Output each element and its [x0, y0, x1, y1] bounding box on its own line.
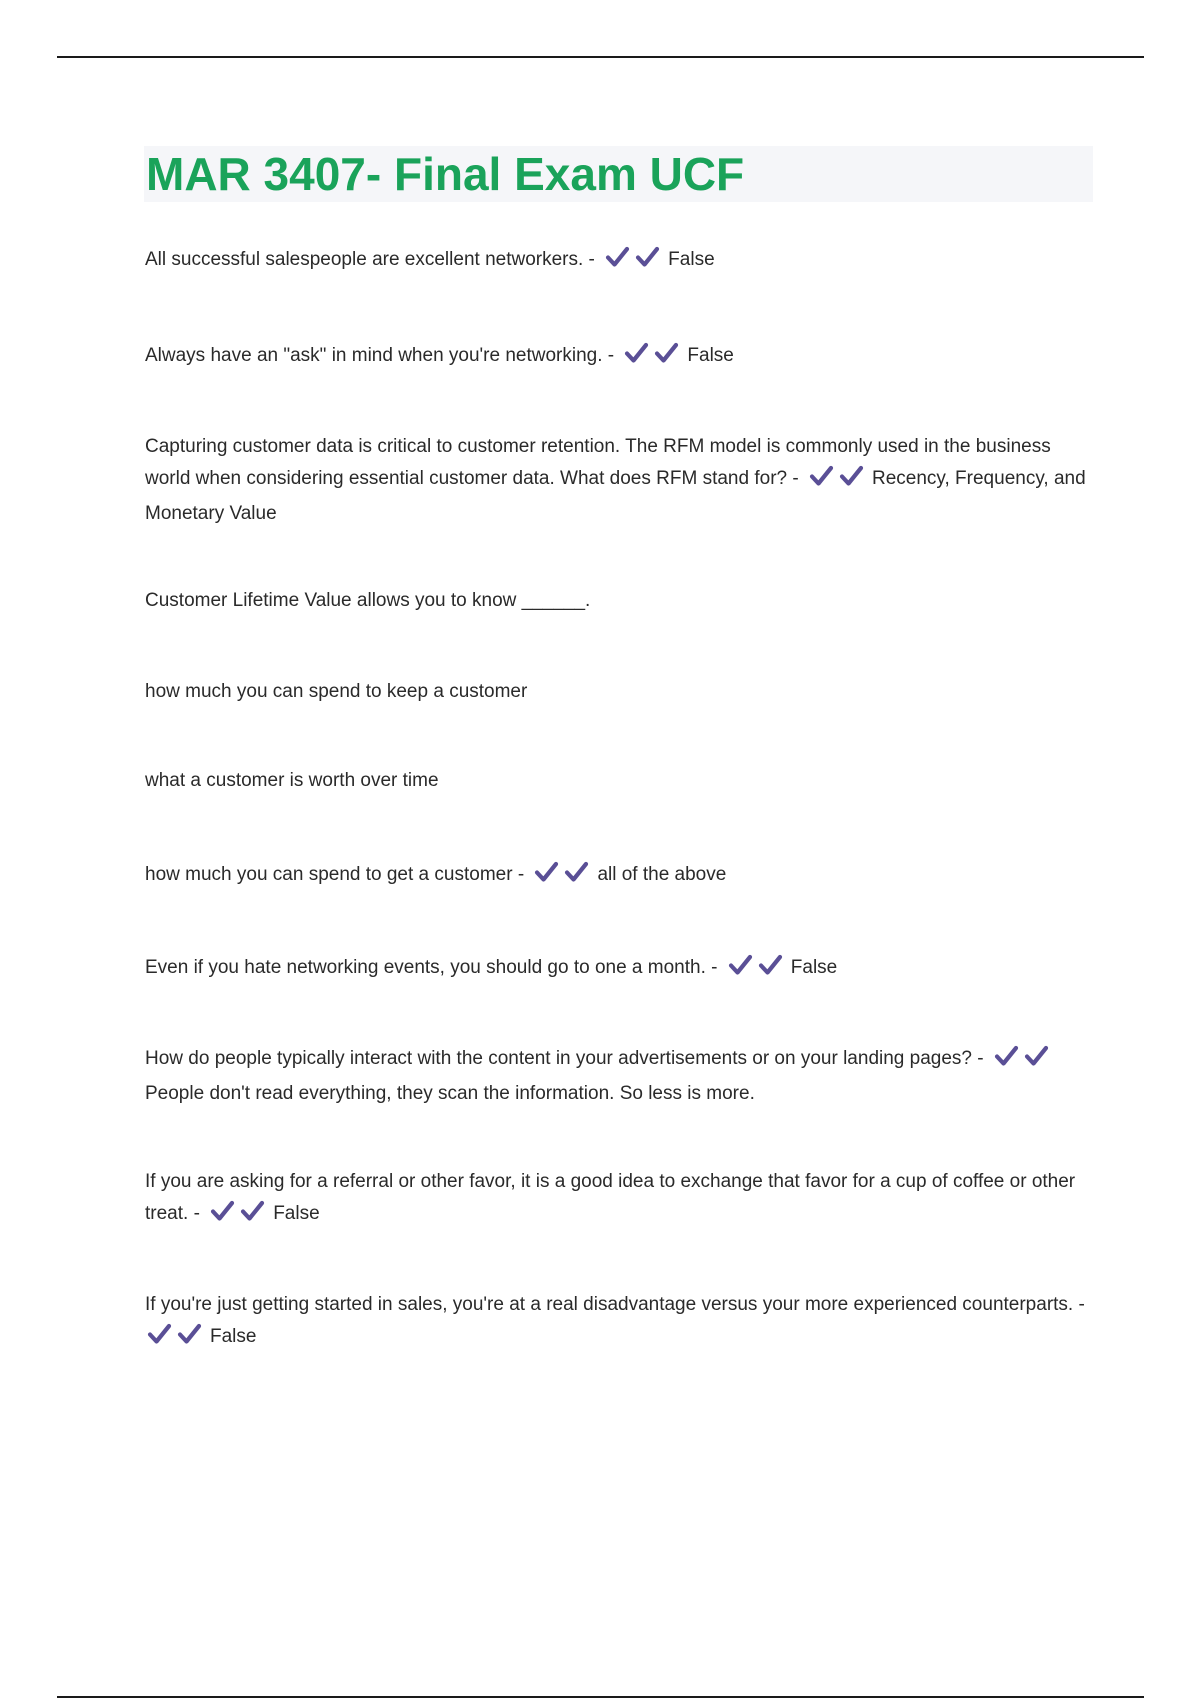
- check-icon: [839, 465, 864, 487]
- answer-text: False: [687, 345, 734, 366]
- check-marks: [809, 465, 869, 498]
- top-rule: [57, 56, 1144, 58]
- answer-text: False: [790, 957, 838, 978]
- check-icon: [210, 1200, 235, 1222]
- check-icon: [758, 954, 783, 976]
- question-text: All successful salespeople are excellent networkers.: [145, 249, 584, 270]
- separator: -: [602, 345, 620, 366]
- bottom-rule: [57, 1696, 1144, 1698]
- qa-item: [145, 765, 1095, 797]
- check-marks: [605, 246, 665, 279]
- question-text: what a customer is worth over time: [145, 770, 439, 791]
- qa-item: [145, 431, 1095, 530]
- qa-item: [145, 1043, 1095, 1110]
- separator: -: [583, 249, 601, 270]
- check-icon: [728, 954, 753, 976]
- qa-item: [145, 859, 1095, 894]
- question-text: Customer Lifetime Value allows you to know ______.: [145, 590, 591, 611]
- question-text: Capturing customer data is critical to customer retention. The RFM model is commonly used in the business world when considering essential customer data. What does RFM stand for?: [145, 436, 1051, 489]
- check-marks: [728, 954, 788, 987]
- answer-text: False: [273, 1203, 320, 1224]
- question-text: Even if you hate networking events, you should go to one a month.: [145, 957, 706, 978]
- check-icon: [1024, 1045, 1049, 1067]
- check-icon: [177, 1323, 202, 1345]
- qa-item: [145, 340, 1095, 375]
- qa-item: [145, 1289, 1095, 1356]
- answer-text: People don't read everything, they scan the information. So less is more.: [145, 1083, 755, 1104]
- check-icon: [624, 342, 649, 364]
- check-icon: [635, 246, 660, 268]
- separator: -: [512, 864, 530, 885]
- check-marks: [994, 1045, 1054, 1078]
- answer-text: Recency, Frequency, and Monetary Value: [145, 468, 1086, 524]
- separator: -: [1073, 1294, 1085, 1315]
- answer-text: all of the above: [597, 864, 727, 885]
- check-marks: [624, 342, 684, 375]
- check-icon: [240, 1200, 265, 1222]
- check-icon: [605, 246, 630, 268]
- check-icon: [994, 1045, 1019, 1067]
- question-text: How do people typically interact with the content in your advertisements or on your landing pages?: [145, 1048, 972, 1069]
- question-text: Always have an "ask" in mind when you're networking.: [145, 345, 603, 366]
- check-icon: [564, 861, 589, 883]
- check-icon: [534, 861, 559, 883]
- separator: -: [971, 1048, 989, 1069]
- qa-item: [145, 244, 1095, 279]
- qa-item: [145, 676, 1095, 708]
- separator: -: [787, 468, 804, 489]
- page-title: MAR 3407- Final Exam UCF: [146, 148, 745, 200]
- qa-item: [145, 585, 1095, 617]
- check-icon: [147, 1323, 172, 1345]
- check-marks: [147, 1323, 207, 1356]
- qa-item: [145, 1166, 1095, 1233]
- answer-text: False: [210, 1326, 257, 1347]
- question-text: how much you can spend to get a customer: [145, 864, 513, 885]
- separator: -: [188, 1203, 206, 1224]
- qa-item: [145, 952, 1095, 987]
- answer-text: False: [668, 249, 715, 270]
- check-icon: [809, 465, 834, 487]
- check-marks: [534, 861, 594, 894]
- check-icon: [654, 342, 679, 364]
- check-marks: [210, 1200, 270, 1233]
- question-text: If you are asking for a referral or other favor, it is a good idea to exchange that favor for a cup of coffee or other treat.: [145, 1171, 1076, 1224]
- question-text: If you're just getting started in sales, you're at a real disadvantage versus your more experienced counterparts.: [145, 1294, 1074, 1315]
- question-text: how much you can spend to keep a customer: [145, 681, 528, 702]
- separator: -: [705, 957, 723, 978]
